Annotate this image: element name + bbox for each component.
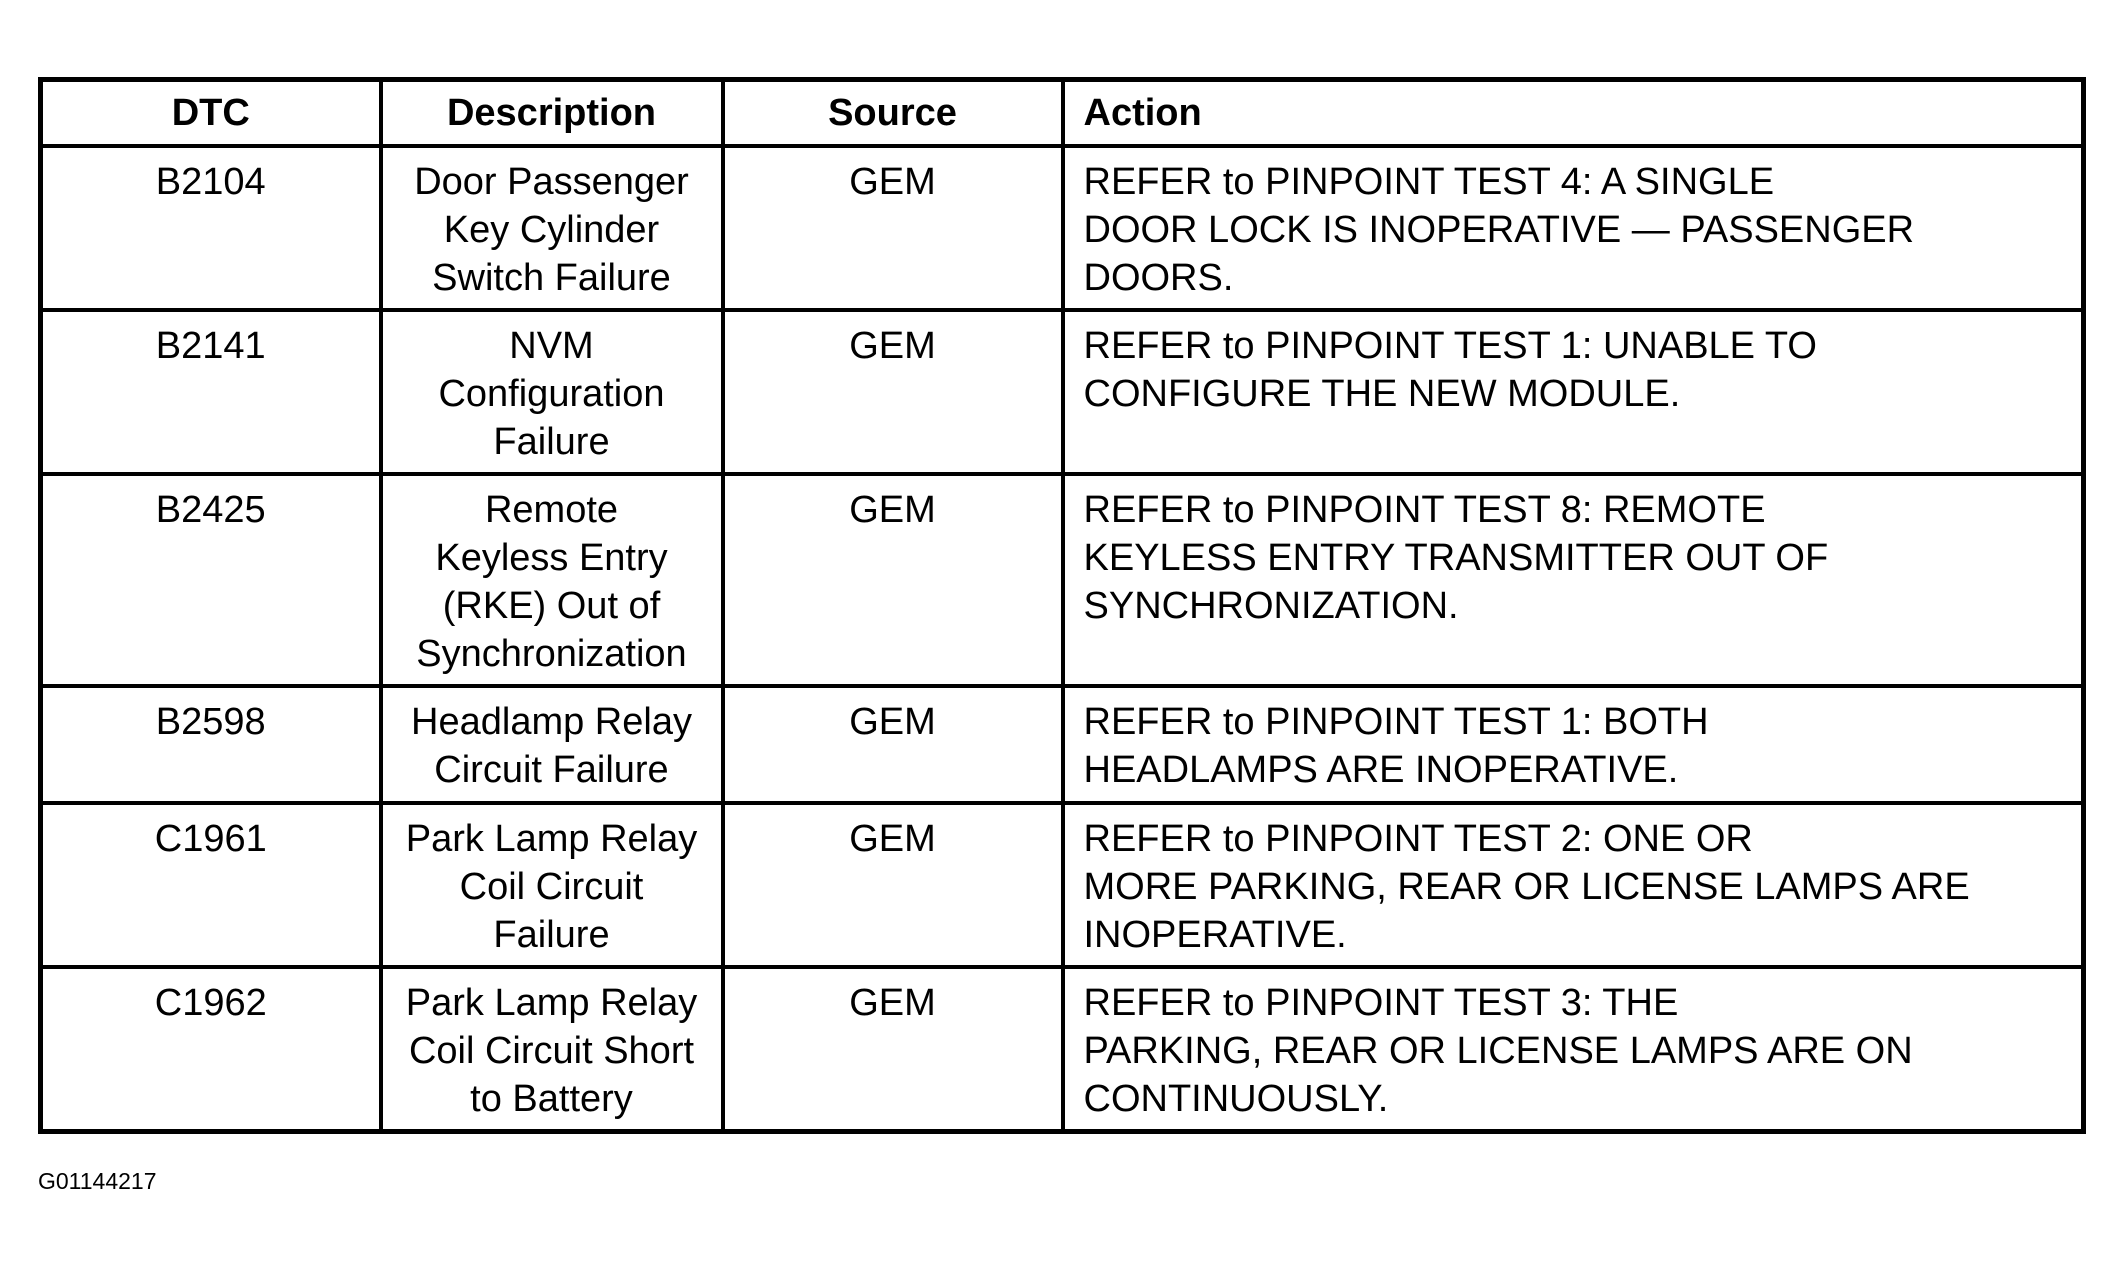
description-line: NVM <box>509 325 594 367</box>
table-header <box>41 80 2084 147</box>
description-line: Synchronization <box>416 633 687 675</box>
header-row <box>41 80 2084 147</box>
table-body <box>41 146 2084 1132</box>
dtc-description <box>381 474 723 686</box>
description-line: Coil Circuit Short <box>408 1030 695 1072</box>
dtc-source: GEM <box>723 474 1063 686</box>
dtc-source: GEM <box>723 146 1063 310</box>
dtc-source: GEM <box>723 310 1063 474</box>
action-line: REFER to PINPOINT TEST 1: UNABLE TO <box>1083 325 1817 367</box>
description-line: Park Lamp Relay <box>405 818 698 860</box>
dtc-action <box>1063 310 2084 474</box>
table-row <box>41 310 2084 474</box>
description-line: Switch Failure <box>432 257 671 299</box>
action-line: CONFIGURE THE NEW MODULE. <box>1083 373 1681 415</box>
dtc-code: C1961 <box>41 803 381 967</box>
table-row <box>41 146 2084 310</box>
action-line: PARKING, REAR OR LICENSE LAMPS ARE ON <box>1083 1030 1913 1072</box>
action-line: REFER to PINPOINT TEST 3: THE <box>1083 982 1679 1024</box>
action-line: MORE PARKING, REAR OR LICENSE LAMPS ARE <box>1083 866 1970 908</box>
description-line: to Battery <box>470 1078 633 1120</box>
description-line: Remote <box>484 489 619 531</box>
dtc-action <box>1063 474 2084 686</box>
description-line: Key Cylinder <box>443 209 660 251</box>
description-line: Failure <box>493 421 610 463</box>
header-source: Source <box>723 80 1063 147</box>
table-row <box>41 803 2084 967</box>
header-description: Description <box>381 80 723 147</box>
dtc-description <box>381 686 723 803</box>
dtc-description <box>381 146 723 310</box>
dtc-description <box>381 310 723 474</box>
action-line: INOPERATIVE. <box>1083 914 1347 956</box>
description-line: Park Lamp Relay <box>405 982 698 1024</box>
action-line: REFER to PINPOINT TEST 1: BOTH <box>1083 701 1709 743</box>
dtc-code: B2104 <box>41 146 381 310</box>
action-line: REFER to PINPOINT TEST 4: A SINGLE <box>1083 161 1775 203</box>
action-line: CONTINUOUSLY. <box>1083 1078 1389 1120</box>
dtc-source: GEM <box>723 967 1063 1132</box>
description-line: Failure <box>493 914 610 956</box>
action-line: REFER to PINPOINT TEST 2: ONE OR <box>1083 818 1753 860</box>
dtc-code: B2141 <box>41 310 381 474</box>
dtc-action <box>1063 146 2084 310</box>
dtc-action <box>1063 686 2084 803</box>
description-line: Circuit Failure <box>434 749 669 791</box>
action-line: DOORS. <box>1083 257 1234 299</box>
description-line: Coil Circuit <box>459 866 644 908</box>
dtc-code: B2598 <box>41 686 381 803</box>
table-row <box>41 686 2084 803</box>
description-line: Configuration <box>438 373 665 415</box>
description-line: Headlamp Relay <box>411 701 692 743</box>
action-line: SYNCHRONIZATION. <box>1083 585 1459 627</box>
description-line: (RKE) Out of <box>442 585 661 627</box>
description-line: Keyless Entry <box>435 537 668 579</box>
dtc-table <box>38 77 2086 1134</box>
header-action: Action <box>1063 80 2084 147</box>
action-line: DOOR LOCK IS INOPERATIVE — PASSENGER <box>1083 209 1915 251</box>
action-line: HEADLAMPS ARE INOPERATIVE. <box>1083 749 1679 791</box>
dtc-action <box>1063 803 2084 967</box>
dtc-action <box>1063 967 2084 1132</box>
action-line: REFER to PINPOINT TEST 8: REMOTE <box>1083 489 1766 531</box>
description-line: Door Passenger <box>414 161 689 203</box>
dtc-code: B2425 <box>41 474 381 686</box>
figure-id: G01144217 <box>38 1168 157 1194</box>
table-row <box>41 967 2084 1132</box>
dtc-source: GEM <box>723 686 1063 803</box>
dtc-description <box>381 967 723 1132</box>
dtc-code: C1962 <box>41 967 381 1132</box>
action-line: KEYLESS ENTRY TRANSMITTER OUT OF <box>1083 537 1829 579</box>
header-dtc: DTC <box>41 80 381 147</box>
dtc-description <box>381 803 723 967</box>
table-row <box>41 474 2084 686</box>
dtc-source: GEM <box>723 803 1063 967</box>
